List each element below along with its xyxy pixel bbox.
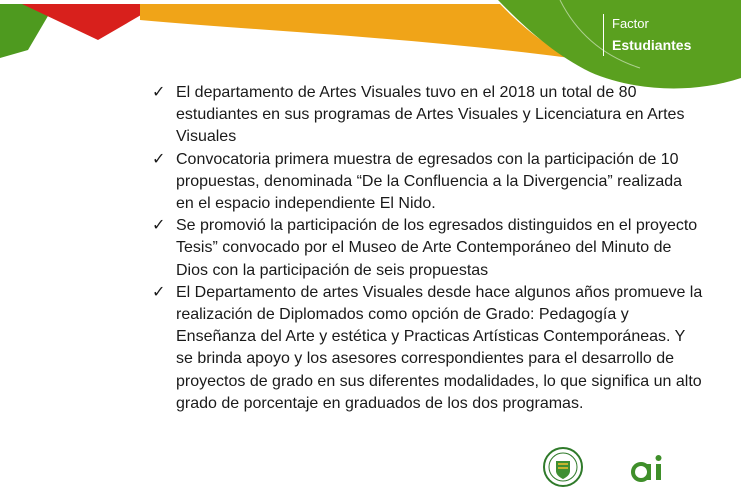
university-seal-icon — [543, 447, 583, 487]
bullet-item — [152, 282, 704, 415]
bullet-item — [152, 82, 704, 149]
check-icon: ✓ — [152, 84, 166, 101]
factor-title: Estudiantes — [612, 37, 692, 53]
bullet-text: El Departamento de artes Visuales desde hace algunos años promueve la realización de Diplomados como opción de Grado: Pedagogía y Enseñanza del Arte y estética y Practicas Artísticas Contemporáneas. Y se brinda apoyo y los asesores correspondientes para el desarrollo de proyectos de grado en sus diferentes modalidades, lo que significa un alto grado de porcentaje en graduados de los dos programas. — [176, 283, 703, 412]
ai-logo-icon — [628, 446, 668, 486]
bullet-text: El departamento de Artes Visuales tuvo en el 2018 un total de 80 estudiantes en sus programas de Artes Visuales y Licenciatura en Artes Visuales — [176, 84, 685, 146]
header-divider — [603, 14, 604, 56]
check-icon: ✓ — [152, 283, 166, 301]
bullet-item — [152, 215, 704, 282]
bullet-item — [152, 149, 704, 216]
bullet-text: Se promovió la participación de los egresados distinguidos en el proyecto Tesis” convocado por el Museo de Arte Contemporáneo del Minuto de Dios con la participación de seis propuestas — [176, 217, 698, 279]
orange-band — [140, 4, 570, 58]
bullet-list — [152, 82, 704, 415]
check-icon: ✓ — [152, 217, 166, 235]
factor-label: Factor — [612, 16, 649, 31]
bullet-text: Convocatoria primera muestra de egresados con la participación de 10 propuestas, denominada “De la Confluencia a la Divergencia” realizada en el espacio independiente El Nido. — [176, 150, 683, 213]
check-icon: ✓ — [152, 150, 166, 168]
